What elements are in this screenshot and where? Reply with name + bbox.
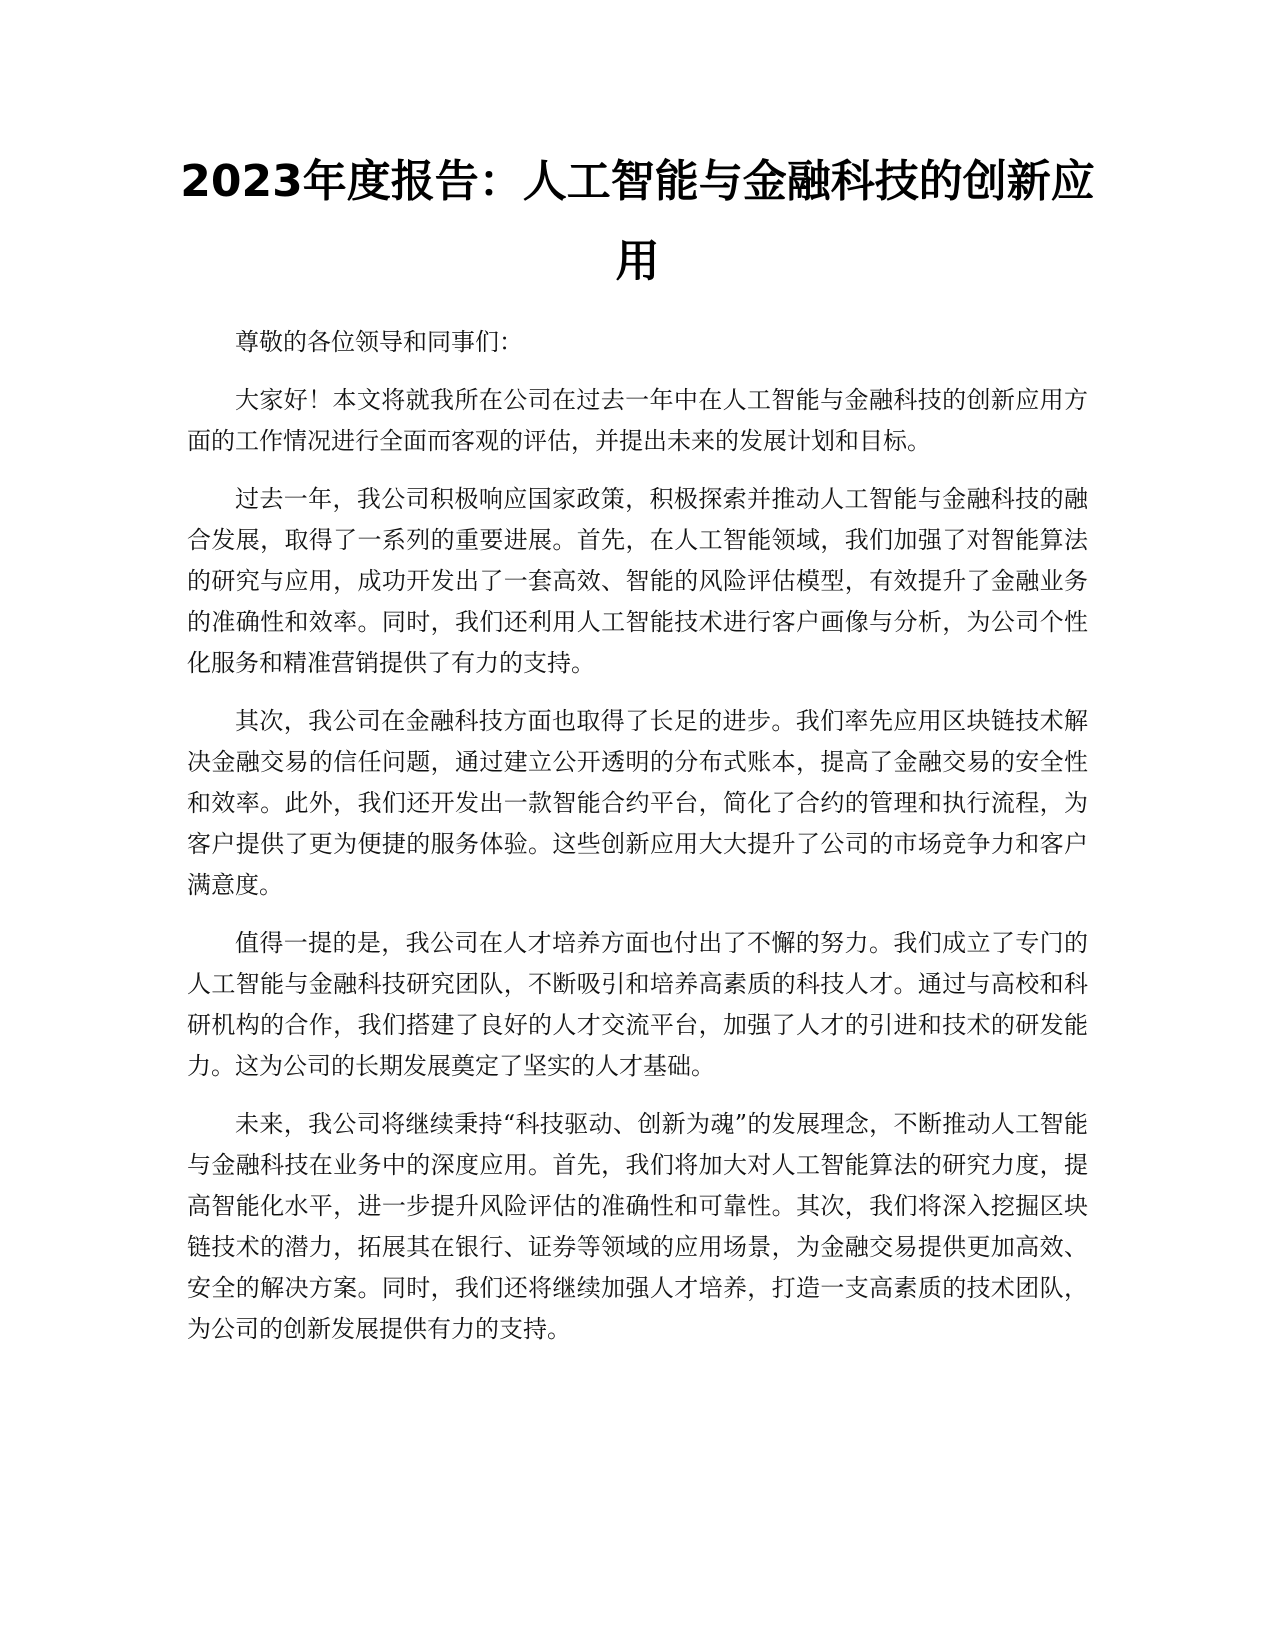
paragraph-future-plan: 未来，我公司将继续秉持“科技驱动、创新为魂”的发展理念，不断推动人工智能与金融科技在业务中的深度应用。首先，我们将加大对人工智能算法的研究力度，提高智能化水平，进一步提升风险评估的准确性和可靠性。其次，我们将深入挖掘区块链技术的潜力，拓展其在银行、证券等领域的应用场景，为金融交易提供更加高效、安全的解决方案。同时，我们还将继续加强人才培养，打造一支高素质的技术团队，为公司的创新发展提供有力的支持。 — [187, 1110, 1088, 1343]
paragraph-ai-progress: 过去一年，我公司积极响应国家政策，积极探索并推动人工智能与金融科技的融合发展，取得了一系列的重要进展。首先，在人工智能领域，我们加强了对智能算法的研究与应用，成功开发出了一套高效、智能的风险评估模型，有效提升了金融业务的准确性和效率。同时，我们还利用人工智能技术进行客户画像与分析，为公司个性化服务和精准营销提供了有力的支持。 — [187, 485, 1088, 677]
document-title: 2023年度报告：人工智能与金融科技的创新应用 — [180, 156, 1095, 287]
document-body — [187, 322, 1088, 1367]
paragraph-salutation: 尊敬的各位领导和同事们： — [235, 328, 523, 356]
paragraph-talent: 值得一提的是，我公司在人才培养方面也付出了不懈的努力。我们成立了专门的人工智能与金融科技研究团队，不断吸引和培养高素质的科技人才。通过与高校和科研机构的合作，我们搭建了良好的人才交流平台，加强了人才的引进和技术的研发能力。这为公司的长期发展奠定了坚实的人才基础。 — [187, 929, 1088, 1080]
paragraph-intro: 大家好！本文将就我所在公司在过去一年中在人工智能与金融科技的创新应用方面的工作情况进行全面而客观的评估，并提出未来的发展计划和目标。 — [187, 386, 1088, 455]
paragraph-fintech-progress: 其次，我公司在金融科技方面也取得了长足的进步。我们率先应用区块链技术解决金融交易的信任问题，通过建立公开透明的分布式账本，提高了金融交易的安全性和效率。此外，我们还开发出一款智能合约平台，简化了合约的管理和执行流程，为客户提供了更为便捷的服务体验。这些创新应用大大提升了公司的市场竞争力和客户满意度。 — [187, 707, 1088, 899]
